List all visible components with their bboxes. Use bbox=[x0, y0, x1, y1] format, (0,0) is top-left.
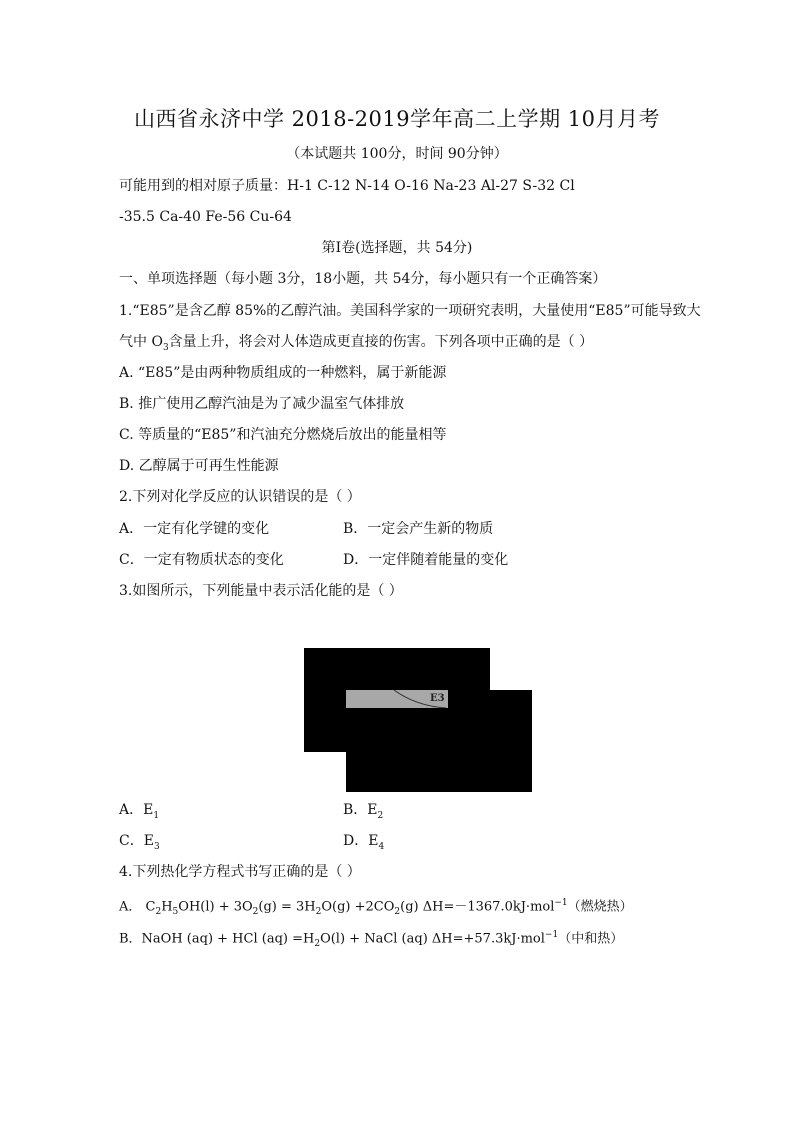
q3-option-a: A．$E_1$ bbox=[119, 802, 160, 821]
atomic-masses-line-2: -35.5 Ca-40 Fe-56 Cu-64 bbox=[119, 209, 292, 225]
atomic-masses-line-1: 可能用到的相对原子质量：H-1 C-12 N-14 O-16 Na-23 Al-27 S-32 Cl bbox=[119, 178, 575, 194]
q3-stem: 3.如图所示，下列能量中表示活化能的是（ ） bbox=[119, 583, 403, 599]
figure-block-middle bbox=[304, 708, 490, 752]
section-title: 第Ⅰ卷(选择题，共 54分) bbox=[321, 240, 473, 256]
q1-option-b: B. 推广使用乙醇汽油是为了减少温室气体排放 bbox=[119, 396, 405, 412]
page-title: 山西省永济中学 2018-2019学年高二上学期 10月月考 bbox=[133, 107, 661, 131]
q3-option-c: C．$E_3$ bbox=[119, 833, 160, 852]
q1-stem-line-1: 1.“E85”是含乙醇 85%的乙醇汽油。美国科学家的一项研究表明，大量使用“E85”可能导致大 bbox=[119, 303, 701, 319]
q3-option-d: D．$E_4$ bbox=[343, 833, 385, 852]
exam-info: （本试题共 100分，时间 90分钟） bbox=[286, 146, 508, 162]
q1-option-d: D. 乙醇属于可再生性能源 bbox=[119, 458, 279, 474]
figure-block-mid-right bbox=[448, 690, 490, 708]
q1-option-c: C. 等质量的“E85”和汽油充分燃烧后放出的能量相等 bbox=[119, 427, 447, 443]
figure-block-left bbox=[304, 690, 346, 708]
energy-diagram-figure bbox=[304, 648, 532, 792]
figure-e3-label: E3 bbox=[430, 693, 445, 704]
q2-option-d: D．一定伴随着能量的变化 bbox=[343, 552, 509, 568]
figure-block-right bbox=[490, 690, 532, 792]
figure-visible-region bbox=[346, 690, 448, 708]
q2-stem: 2.下列对化学反应的认识错误的是（ ） bbox=[119, 489, 361, 505]
q2-option-a: A．一定有化学键的变化 bbox=[119, 521, 270, 537]
q4-option-b: B．NaOH (aq) + HCl $(aq) =H_2O(l)$ + NaCl (aq) ΔH=+57.3kJ·mol$^{-1}$（中和热） bbox=[119, 930, 624, 949]
figure-block-bottom bbox=[346, 752, 490, 792]
q2-option-b: B．一定会产生新的物质 bbox=[343, 521, 494, 537]
q3-option-b: B．$E_2$ bbox=[343, 802, 384, 821]
q4-option-a: A． $C_2H_5OH(l) + 3O_2(g) = 3H_2O(g) +2CO_2(g)$ ΔH=－1367.0kJ·mol$^{-1}$（燃烧热） bbox=[119, 898, 633, 917]
q1-stem-line-2: 气中 $O_3$含量上升，将会对人体造成更直接的伤害。下列各项中正确的是（ ） bbox=[119, 334, 594, 353]
q1-option-a: A. “E85”是由两种物质组成的一种燃料，属于新能源 bbox=[119, 365, 447, 381]
q4-stem: 4.下列热化学方程式书写正确的是（ ） bbox=[119, 864, 361, 880]
q2-option-c: C．一定有物质状态的变化 bbox=[119, 552, 284, 568]
section-instruction: 一、单项选择题（每小题 3分，18小题，共 54分，每小题只有一个正确答案） bbox=[119, 271, 607, 287]
figure-block-top bbox=[304, 648, 490, 690]
